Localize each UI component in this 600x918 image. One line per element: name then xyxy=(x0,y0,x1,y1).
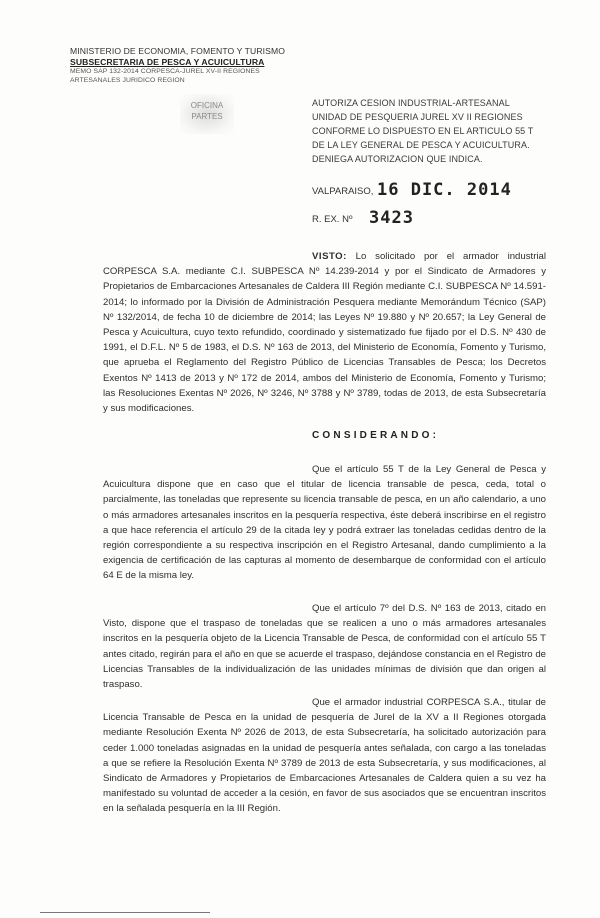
considerando-paragraph-3: Que el armador industrial CORPESCA S.A., titular de Licencia Transable de Pesca en la unidad de pesquería de Jurel de la XV a II Regiones otorgada mediante Resolución Exenta Nº 2026 de 2013, de esta Subsecretaría, ha solicitado autorización para ceder 1.000 toneladas asignadas en la unidad de pesquería antes señalada, con cargo a las toneladas a que se refiere la Resolución Exenta Nº 3789 de 2013 de esta Subsecretaría, y sus modificaciones, al Sindicato de Armadores y Propietarios de Embarcaciones Artesanales de Caldera quien a su vez ha manifestado su voluntad de acceder a la cesión, en favor de sus asociados que se encuentran inscritos en la señalada pesquería en la III Región. xyxy=(103,697,546,815)
stamped-date: 16 DIC. 2014 xyxy=(377,180,512,200)
considerando-heading: CONSIDERANDO: xyxy=(312,430,440,441)
faded-stamp xyxy=(180,94,234,134)
considerando-paragraph-1: Que el artículo 55 T de la Ley General de Pesca y Acuicultura dispone que en caso que el titular de licencia transable de pesca, ceda, total o parcialmente, las toneladas que represente su licencia transable de pesca, en un año calendario, a uno o más armadores artesanales inscritos en la pesquería respectiva, éste deberá inscribirse en el registro a que hace referencia el artículo 29 de la citada ley y podrá extraer las toneladas cedidas dentro de la región correspondiente a su respectiva inscripción en el Registro Artesanal, dando cumplimiento a la exigencia de certificación de las capturas al momento de desembarque de conformidad con el artículo 64 E de la misma ley. xyxy=(103,464,546,582)
considerando-paragraph-2: Que el artículo 7º del D.S. Nº 163 de 2013, citado en Visto, dispone que el traspaso de toneladas que se realicen a uno o más armadores artesanales inscritos en la pesquería objeto de la Licencia Transable de Pesca, de conformidad con el artículo 55 T antes citado, regirán para el año en que se acuerde el traspaso, dejándose constancia en el Registro de Licencias Transables de la individualización de las unidades mínimas de división que dan origen al traspaso. xyxy=(103,603,546,691)
stamp-line-2: PARTES xyxy=(191,112,223,121)
visto-text: Lo solicitado por el armador industrial CORPESCA S.A. mediante C.I. SUBPESCA Nº 14.239-2014 y por el Sindicato de Armadores y Propietarios de Embarcaciones Artesanales de Caldera III Región mediante C.I. SUBPESCA Nº 14.591-2014; lo informado por la División de Administración Pesquera mediante Memorándum Técnico (SAP) Nº 132/2014, de fecha 10 de diciembre de 2014; las Leyes Nº 19.880 y Nº 20.657; la Ley General de Pesca y Acuicultura, cuyo texto refundido, coordinado y sistematizado fue fijado por el D.S. Nº 430 de 1991, el D.F.L. Nº 5 de 1983, el D.S. Nº 163 de 2013, del Ministerio de Economía, Fomento y Turismo, que aprueba el Reglamento del Registro Público de Licencias Transables de Pesca; los Decretos Exentos Nº 1413 de 2013 y Nº 172 de 2014, ambos del Ministerio de Economía, Fomento y Turismo; las Resoluciones Exentas Nº 2026, Nº 3246, Nº 3788 y Nº 3789, todas de 2013, de esta Subsecretaría y sus modificaciones. xyxy=(103,251,546,415)
subsecretaria-name: SUBSECRETARIA DE PESCA Y ACUICULTURA xyxy=(70,56,265,67)
ministry-name: MINISTERIO DE ECONOMIA, FOMENTO Y TURISMO xyxy=(70,46,285,56)
resolution-number-label: R. EX. Nº xyxy=(312,214,353,225)
reference-line-1: MEMO SAP 132-2014 CORPESCA-JUREL XV-II REGIONES xyxy=(70,68,260,75)
visto-paragraph xyxy=(103,249,546,416)
footer-rule xyxy=(40,912,210,913)
resolution-title: AUTORIZA CESION INDUSTRIAL-ARTESANAL UNIDAD DE PESQUERIA JUREL XV II REGIONES CONFORME LO DISPUESTO EN EL ARTICULO 55 T DE LA LEY GENERAL DE PESCA Y ACUICULTURA. DENIEGA AUTORIZACION QUE INDICA. xyxy=(312,98,534,164)
visto-label: VISTO: xyxy=(312,251,347,262)
resolution-number: 3423 xyxy=(369,208,414,228)
city-label: VALPARAISO, xyxy=(312,186,374,197)
reference-line-2: ARTESANALES JURIDICO REGION xyxy=(70,77,185,84)
letterhead xyxy=(70,46,290,85)
stamp-line-1: OFICINA xyxy=(190,101,224,110)
